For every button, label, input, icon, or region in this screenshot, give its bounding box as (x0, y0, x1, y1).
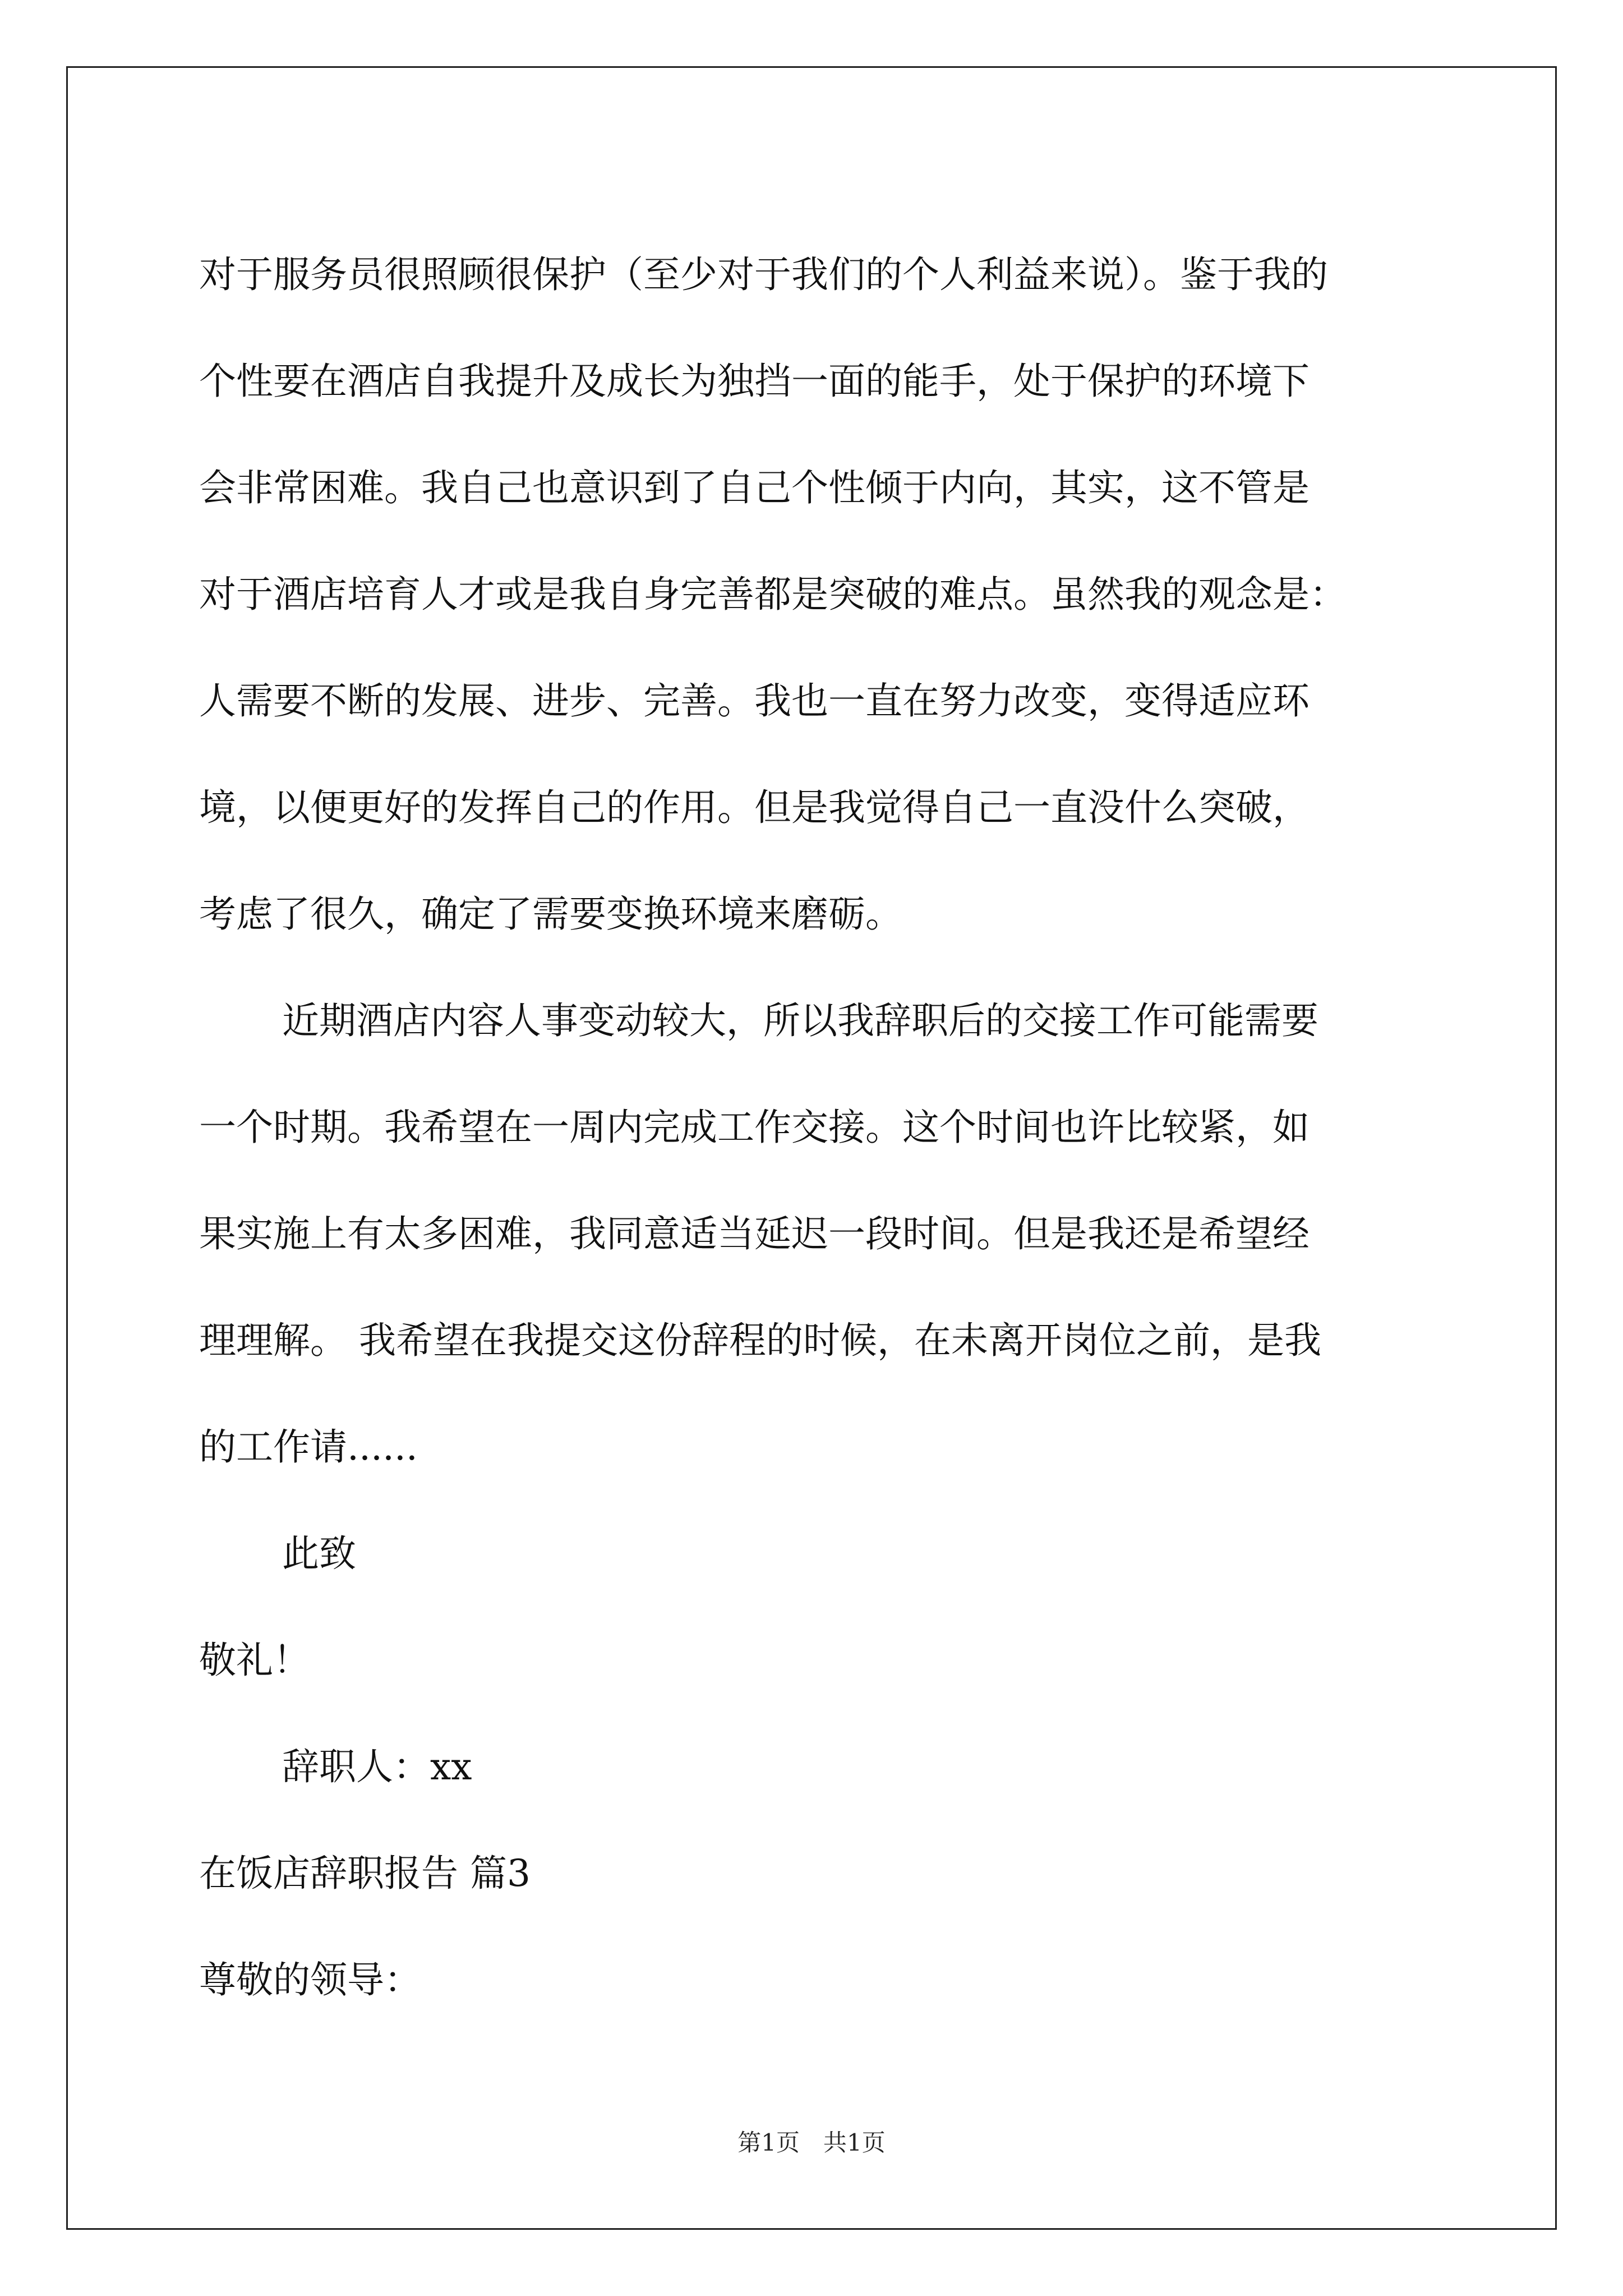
paragraph-line: 对于酒店培育人才或是我自身完善都是突破的难点。虽然我的观念是： (199, 573, 1347, 616)
paragraph-line: 理理解。 我希望在我提交这份辞程的时候，在未离开岗位之前，是我 (199, 1319, 1321, 1362)
paragraph-line: 人需要不断的发展、进步、完善。我也一直在努力改变，变得适应环 (199, 679, 1310, 723)
paragraph-line: 果实施上有太多困难，我同意适当延迟一段时间。但是我还是希望经 (199, 1212, 1310, 1255)
page-footer: 第1页 共1页 (737, 2129, 886, 2156)
section-heading: 在饭店辞职报告 篇3 (199, 1852, 531, 1895)
paragraph-line: 境，以便更好的发挥自己的作用。但是我觉得自己一直没什么突破， (199, 786, 1310, 829)
paragraph-line: 会非常困难。我自己也意识到了自己个性倾于内向，其实，这不管是 (199, 466, 1310, 509)
closing-regards: 敬礼！ (199, 1639, 310, 1682)
signature-line: 辞职人：xx (282, 1745, 472, 1788)
paragraph-line: 的工作请...... (199, 1425, 418, 1469)
paragraph-line: 对于服务员很照顾很保护（至少对于我们的个人利益来说）。鉴于我的 (199, 253, 1328, 296)
paragraph-line: 近期酒店内容人事变动较大，所以我辞职后的交接工作可能需要 (282, 999, 1318, 1042)
greeting-line: 尊敬的领导： (199, 1958, 421, 2001)
paragraph-line: 一个时期。我希望在一周内完成工作交接。这个时间也许比较紧，如 (199, 1106, 1310, 1149)
paragraph-line: 考虑了很久，确定了需要变换环境来磨砺。 (199, 892, 902, 936)
closing-salutation: 此致 (282, 1532, 356, 1575)
document-body (199, 222, 1427, 2033)
paragraph-line: 个性要在酒店自我提升及成长为独挡一面的能手，处于保护的环境下 (199, 360, 1310, 403)
